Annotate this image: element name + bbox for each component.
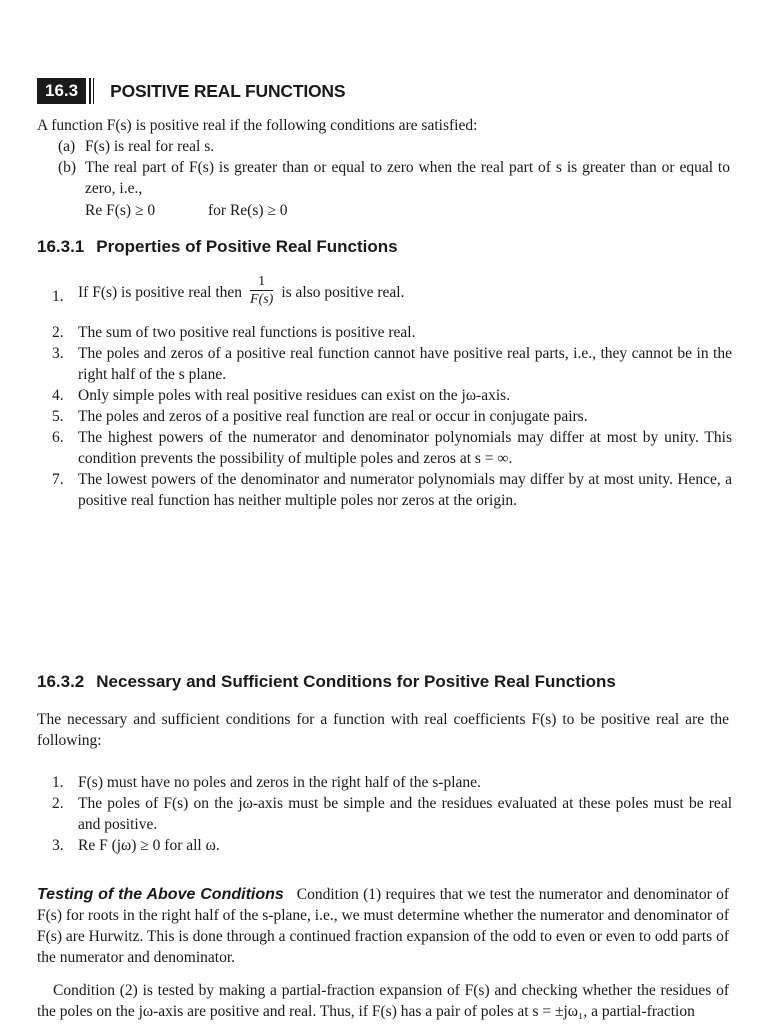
item-text: The poles and zeros of a positive real function cannot have positive real parts, i.e., they cannot be in the right half of the s plane. — [78, 345, 732, 383]
section-heading — [37, 77, 345, 105]
item-suffix: is also positive real. — [281, 284, 405, 302]
necessary-list — [52, 772, 732, 856]
item-text: The poles of F(s) on the jω-axis must be simple and the residues evaluated at these poles must be real and positive. — [78, 795, 732, 833]
item-number: 7. — [52, 471, 64, 488]
testing-para1: Condition (1) requires that we test the numerator and denominator of F(s) for roots in the right half of the s-plane, i.e., we must determine whether the numerator and denominator of F(s) are Hurwitz. This is done through a continued fraction expansion of the odd to even or even to odd parts of the numerator and denominator. — [37, 886, 730, 966]
properties-list — [52, 322, 732, 511]
list-item — [52, 406, 732, 427]
section-intro: A function F(s) is positive real if the following conditions are satisfied: — [37, 117, 478, 134]
formula-left: Re F(s) ≥ 0 — [85, 202, 156, 219]
item-text: Re F (jω) ≥ 0 for all ω. — [78, 837, 220, 854]
list-item — [52, 385, 732, 406]
subsection-heading-necessary — [37, 672, 616, 692]
item-number: 2. — [52, 324, 64, 341]
item-text: F(s) must have no poles and zeros in the right half of the s-plane. — [78, 774, 481, 791]
item-number: 3. — [52, 345, 64, 362]
item-number: 6. — [52, 429, 64, 446]
condition-label: (b) — [58, 159, 77, 176]
subsection-number: 16.3.2 — [37, 672, 85, 691]
list-item — [52, 427, 732, 469]
condition-b — [58, 157, 730, 199]
list-item — [52, 835, 732, 856]
section-title: POSITIVE REAL FUNCTIONS — [110, 80, 346, 101]
fraction-denominator: F(s) — [250, 292, 274, 307]
formula-right: for Re(s) ≥ 0 — [208, 202, 288, 219]
list-item — [52, 322, 732, 343]
reciprocal-fraction — [250, 274, 273, 309]
list-item — [52, 793, 732, 835]
testing-para2: Condition (2) is tested by making a partial-fraction expansion of F(s) and checking whether the residues of the poles on the jω-axis are positive and real. Thus, if F(s) has a pair of poles at s = ±jω₁, a partial-fraction — [37, 982, 729, 1020]
testing-paragraph — [37, 884, 729, 968]
item-text: Only simple poles with real positive residues can exist on the jω-axis. — [78, 387, 511, 404]
subsection-title: Properties of Positive Real Functions — [96, 237, 398, 256]
item-text: The lowest powers of the denominator and numerator polynomials may differ by at most unity. Hence, a positive real function has neither multiple poles nor zeros at the origin. — [78, 471, 732, 509]
list-item — [52, 772, 732, 793]
list-item — [52, 469, 732, 511]
fraction-numerator: 1 — [250, 274, 273, 291]
item-text: The sum of two positive real functions is positive real. — [78, 324, 416, 341]
item-text: The highest powers of the numerator and denominator polynomials may differ at most by unity. This condition prevents the possibility of multiple poles and zeros at s = ∞. — [78, 429, 732, 467]
item-number: 5. — [52, 408, 64, 425]
condition-a — [58, 136, 730, 157]
section-number: 16.3 — [37, 78, 86, 104]
testing-heading: Testing of the Above Conditions — [37, 886, 284, 903]
list-item — [52, 343, 732, 385]
condition-text: The real part of F(s) is greater than or equal to zero when the real part of s is greater than or equal to zero, i.e., — [85, 159, 730, 197]
property-item-1 — [52, 276, 732, 311]
item-number: 1. — [52, 774, 64, 791]
conditions-list — [58, 136, 730, 199]
item-text: The poles and zeros of a positive real function are real or occur in conjugate pairs. — [78, 408, 588, 425]
subsection-title: Necessary and Sufficient Conditions for Positive Real Functions — [96, 672, 616, 691]
item-number: 2. — [52, 795, 64, 812]
item-prefix: If F(s) is positive real then — [78, 284, 243, 302]
item-number: 4. — [52, 387, 64, 404]
condition-label: (a) — [58, 138, 76, 155]
section-divider-thin — [93, 78, 94, 104]
item-number: 3. — [52, 837, 64, 854]
necessary-intro: The necessary and sufficient conditions for a function with real coefficients F(s) to be positive real are the following: — [37, 711, 729, 749]
item-number: 1. — [52, 288, 64, 305]
condition-text: F(s) is real for real s. — [85, 138, 215, 155]
subsection-heading-properties — [37, 237, 398, 257]
subsection-number: 16.3.1 — [37, 237, 85, 256]
section-divider — [89, 78, 91, 104]
